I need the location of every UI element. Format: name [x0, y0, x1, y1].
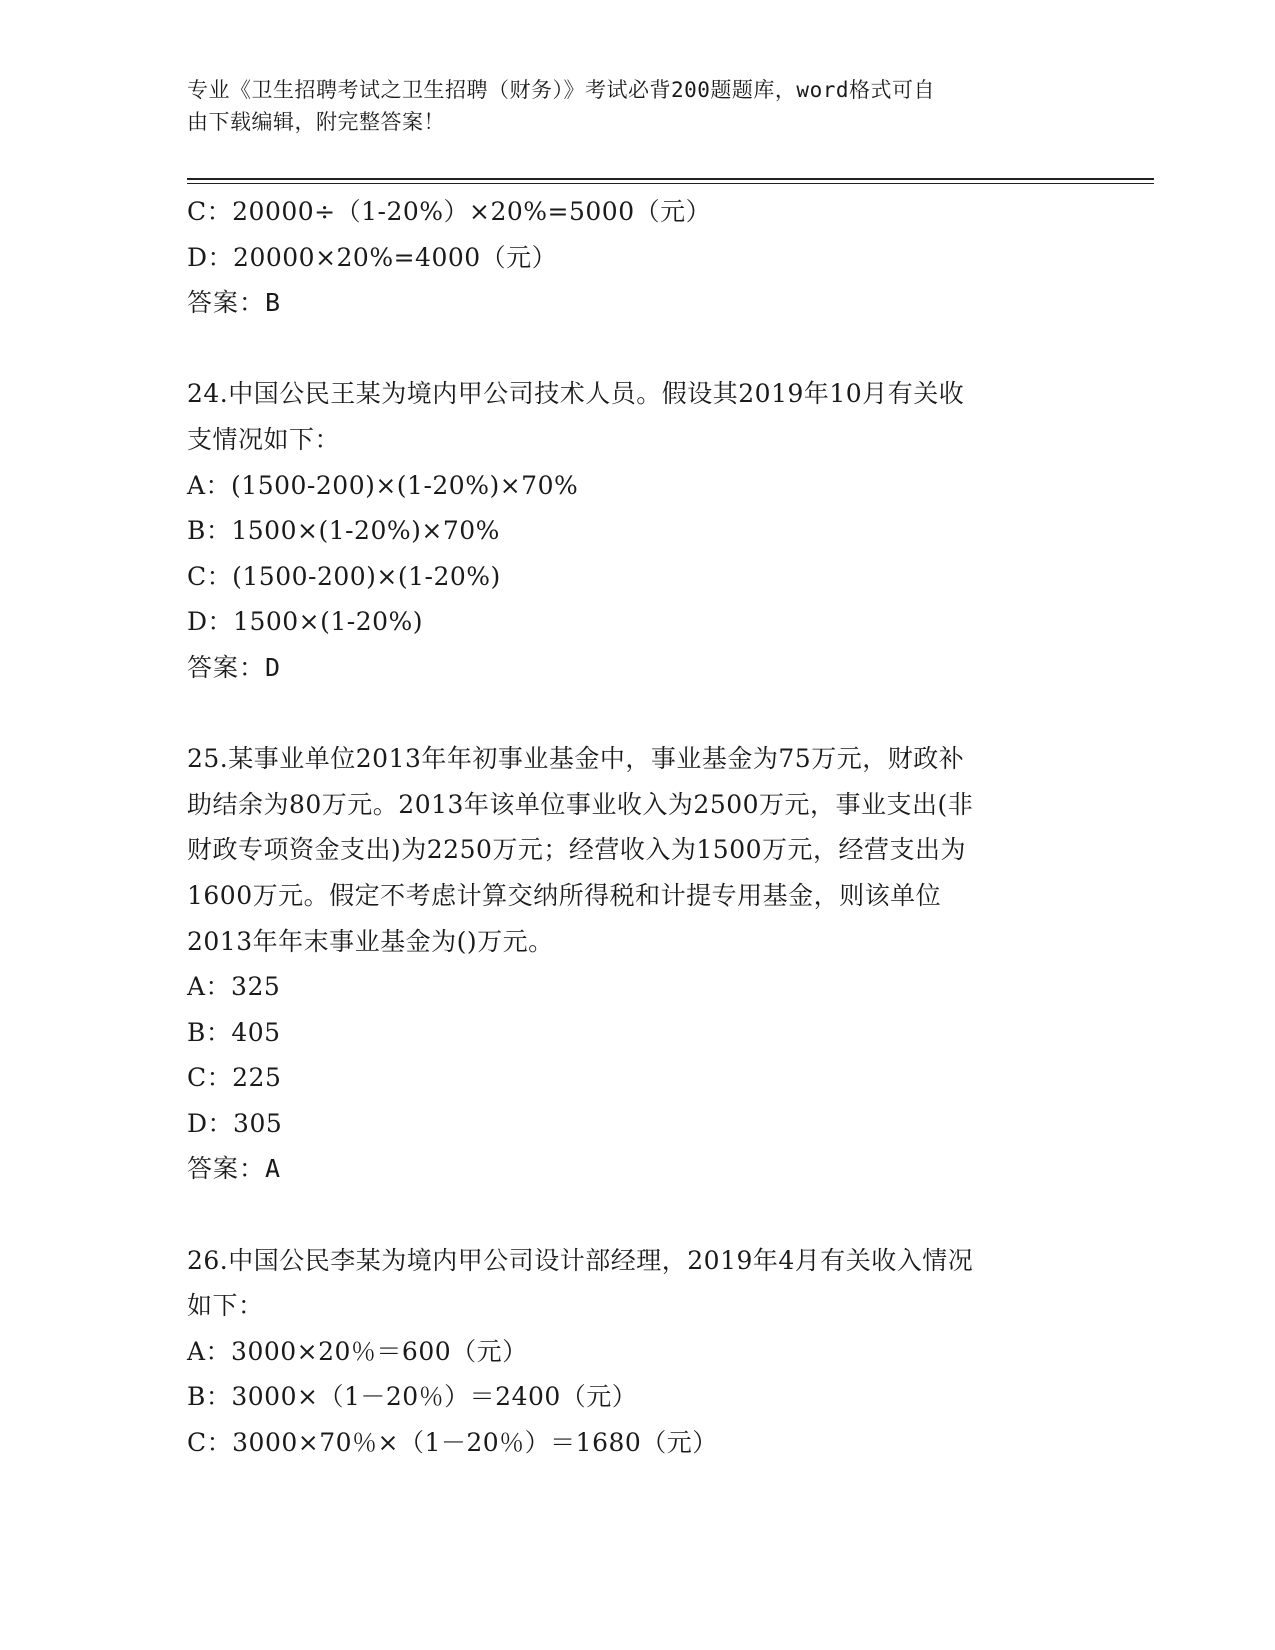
option-d: D：305: [187, 1108, 283, 1138]
document-header: [187, 74, 1067, 138]
option-d: D：20000×20%=4000（元）: [187, 242, 558, 272]
question-25: [187, 736, 1087, 1192]
option-c: C：20000÷（1-20%）×20%=5000（元）: [187, 197, 712, 226]
question-24: [187, 371, 1087, 690]
previous-question-tail: [187, 189, 1087, 326]
option-a: A：3000×20％＝600（元）: [187, 1336, 528, 1366]
option-a: A：(1500-200)×(1-20%)×70%: [187, 470, 579, 500]
answer-line: 答案：D: [187, 652, 282, 682]
answer-line: 答案：A: [187, 1154, 282, 1184]
question-26: [187, 1238, 1087, 1466]
option-a: A：325: [187, 972, 281, 1002]
option-c: C：225: [187, 1063, 282, 1093]
spacer: [187, 1192, 1087, 1238]
answer-line: 答案：B: [187, 288, 282, 318]
header-divider-thin: [187, 183, 1154, 184]
spacer: [187, 326, 1087, 372]
question-stem-line: 如下：: [187, 1291, 264, 1321]
question-stem-line: 财政专项资金支出)为2250万元；经营收入为1500万元，经营支出为: [187, 835, 967, 865]
header-line-2: 由下载编辑，附完整答案！: [187, 110, 445, 134]
question-stem-line: 2013年年末事业基金为()万元。: [187, 926, 554, 956]
question-stem-line: 助结余为80万元。2013年该单位事业收入为2500万元，事业支出(非: [187, 789, 974, 819]
header-line-1: 专业《卫生招聘考试之卫生招聘（财务）》考试必背200题题库，word格式可自: [187, 78, 935, 102]
question-stem-line: 1600万元。假定不考虑计算交纳所得税和计提专用基金，则该单位: [187, 880, 942, 910]
option-b: B：1500×(1-20%)×70%: [187, 516, 500, 546]
option-b: B：405: [187, 1017, 281, 1047]
option-c: C：(1500-200)×(1-20%): [187, 561, 501, 591]
question-stem-line: 支情况如下：: [187, 424, 341, 454]
question-stem-line: 25.某事业单位2013年年初事业基金中，事业基金为75万元，财政补: [187, 744, 965, 774]
spacer: [187, 691, 1087, 737]
question-stem-line: 24.中国公民王某为境内甲公司技术人员。假设其2019年10月有关收: [187, 379, 965, 409]
question-stem-line: 26.中国公民李某为境内甲公司设计部经理，2019年4月有关收入情况: [187, 1245, 974, 1275]
option-b: B：3000×（1－20％）＝2400（元）: [187, 1382, 638, 1412]
option-d: D：1500×(1-20%): [187, 607, 424, 637]
document-body: [187, 189, 1087, 1466]
header-divider-thick: [187, 178, 1154, 180]
option-c: C：3000×70％×（1－20％）＝1680（元）: [187, 1428, 718, 1458]
